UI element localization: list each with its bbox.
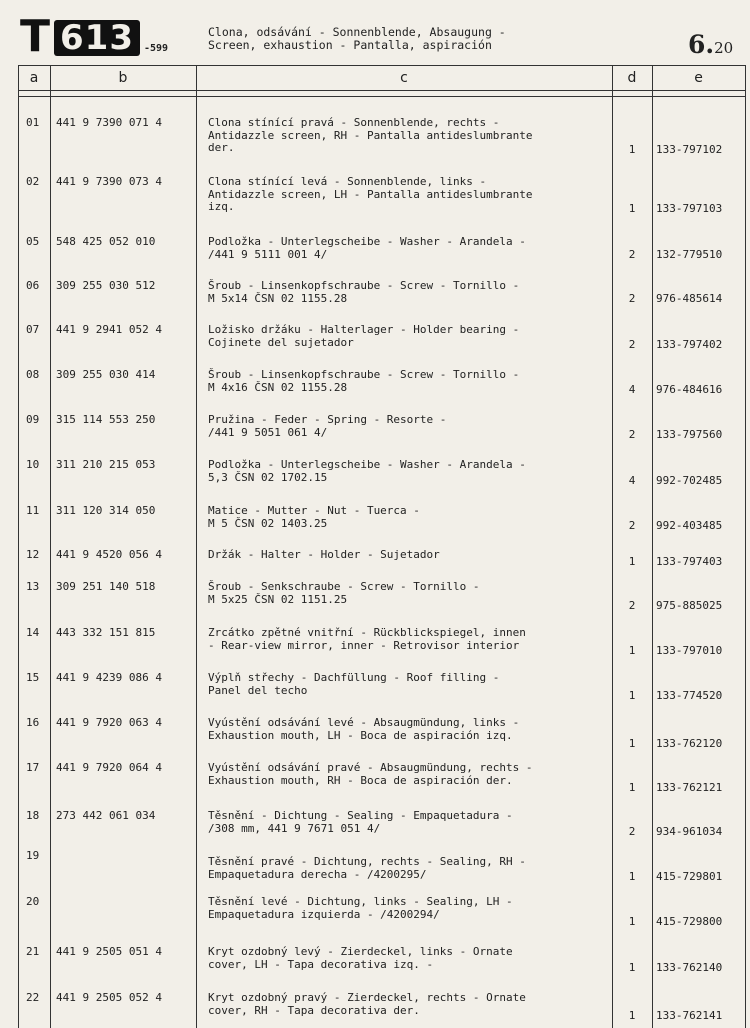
part-number: 548 425 052 010 — [56, 235, 156, 248]
part-number: 441 9 4520 056 4 — [56, 548, 162, 561]
table-top-border — [18, 65, 746, 66]
order-code: 132-779510 — [656, 248, 723, 261]
quantity: 1 — [628, 689, 636, 702]
column-header-e: e — [694, 70, 703, 86]
position-number: 12 — [26, 548, 40, 561]
position-number: 07 — [26, 323, 40, 336]
position-number: 18 — [26, 809, 40, 822]
position-number: 08 — [26, 368, 40, 381]
quantity: 1 — [628, 202, 636, 215]
quantity: 1 — [628, 870, 636, 883]
order-code: 975-885025 — [656, 599, 723, 612]
part-description: Clona stínící pravá - Sonnenblende, rechts - Antidazzle screen, RH - Pantalla antideslumbrante der. — [208, 116, 533, 154]
position-number: 17 — [26, 761, 40, 774]
part-number: 311 120 314 050 — [56, 504, 156, 517]
quantity: 2 — [628, 519, 636, 532]
logo-suffix: -599 — [144, 43, 169, 54]
position-number: 21 — [26, 945, 40, 958]
page-number-sub: 20 — [714, 39, 734, 57]
part-number: 273 442 061 034 — [56, 809, 156, 822]
part-description: Šroub - Linsenkopfschraube - Screw - Tornillo - M 5x14 ČSN 02 1155.28 — [208, 279, 520, 305]
part-number: 315 114 553 250 — [56, 413, 156, 426]
column-header-c: c — [400, 70, 408, 86]
order-code: 133-762140 — [656, 961, 723, 974]
order-code: 133-797560 — [656, 428, 723, 441]
quantity: 4 — [628, 383, 636, 396]
part-number: 309 255 030 414 — [56, 368, 156, 381]
column-divider — [652, 65, 653, 1028]
position-number: 01 — [26, 116, 40, 129]
order-code: 133-797010 — [656, 644, 723, 657]
part-description: Zrcátko zpětné vnitřní - Rückblickspiegel, innen - Rear-view mirror, inner - Retrovisor interior — [208, 626, 526, 652]
position-number: 06 — [26, 279, 40, 292]
quantity: 2 — [628, 825, 636, 838]
order-code: 133-762121 — [656, 781, 723, 794]
order-code: 133-797402 — [656, 338, 723, 351]
position-number: 20 — [26, 895, 40, 908]
part-number: 441 9 7390 071 4 — [56, 116, 162, 129]
order-code: 133-762120 — [656, 737, 723, 750]
part-description: Těsnění levé - Dichtung, links - Sealing, LH - Empaquetadura izquierda - /4200294/ — [208, 895, 513, 921]
quantity: 1 — [628, 781, 636, 794]
page-number — [688, 30, 733, 59]
quantity: 1 — [628, 961, 636, 974]
position-number: 10 — [26, 458, 40, 471]
part-description: Podložka - Unterlegscheibe - Washer - Arandela - /441 9 5111 001 4/ — [208, 235, 526, 261]
column-divider — [196, 65, 197, 1028]
position-number: 13 — [26, 580, 40, 593]
position-number: 11 — [26, 504, 40, 517]
part-description: Kryt ozdobný pravý - Zierdeckel, rechts - Ornate cover, RH - Tapa decorativa der. — [208, 991, 526, 1017]
column-divider — [18, 65, 19, 1028]
order-code: 133-797103 — [656, 202, 723, 215]
order-code: 992-702485 — [656, 474, 723, 487]
order-code: 133-774520 — [656, 689, 723, 702]
order-code: 976-484616 — [656, 383, 723, 396]
part-description: Ložisko držáku - Halterlager - Holder bearing - Cojinete del sujetador — [208, 323, 520, 349]
part-description: Vyústění odsávání pravé - Absaugmündung, rechts - Exhaustion mouth, RH - Boca de aspiración der. — [208, 761, 533, 787]
part-number: 441 9 2505 051 4 — [56, 945, 162, 958]
column-header-a: a — [29, 70, 39, 86]
part-number: 441 9 2941 052 4 — [56, 323, 162, 336]
part-number: 309 255 030 512 — [56, 279, 156, 292]
part-description: Těsnění pravé - Dichtung, rechts - Sealing, RH - Empaquetadura derecha - /4200295/ — [208, 855, 526, 881]
column-divider — [612, 65, 613, 1028]
position-number: 15 — [26, 671, 40, 684]
quantity: 2 — [628, 338, 636, 351]
position-number: 19 — [26, 849, 40, 862]
part-description: Těsnění - Dichtung - Sealing - Empaquetadura - /308 mm, 441 9 7671 051 4/ — [208, 809, 513, 835]
logo-letter: T — [20, 11, 49, 62]
part-description: Kryt ozdobný levý - Zierdeckel, links - Ornate cover, LH - Tapa decorativa izq. - — [208, 945, 513, 971]
part-description: Držák - Halter - Holder - Sujetador — [208, 548, 440, 561]
order-code: 133-762141 — [656, 1009, 723, 1022]
header-double-border — [18, 96, 746, 97]
quantity: 4 — [628, 474, 636, 487]
quantity: 2 — [628, 248, 636, 261]
quantity: 2 — [628, 428, 636, 441]
position-number: 22 — [26, 991, 40, 1004]
part-description: Clona stínící levá - Sonnenblende, links - Antidazzle screen, LH - Pantalla antideslumbrante izq. — [208, 175, 533, 213]
position-number: 02 — [26, 175, 40, 188]
part-number: 441 9 2505 052 4 — [56, 991, 162, 1004]
part-number: 309 251 140 518 — [56, 580, 156, 593]
part-number: 441 9 7390 073 4 — [56, 175, 162, 188]
quantity: 2 — [628, 292, 636, 305]
part-number: 443 332 151 815 — [56, 626, 156, 639]
quantity: 1 — [628, 644, 636, 657]
quantity: 1 — [628, 915, 636, 928]
part-description: Šroub - Senkschraube - Screw - Tornillo - M 5x25 ČSN 02 1151.25 — [208, 580, 480, 606]
position-number: 16 — [26, 716, 40, 729]
part-number: 311 210 215 053 — [56, 458, 156, 471]
quantity: 1 — [628, 143, 636, 156]
part-description: Šroub - Linsenkopfschraube - Screw - Tornillo - M 4x16 ČSN 02 1155.28 — [208, 368, 520, 394]
column-divider — [50, 65, 51, 1028]
order-code: 992-403485 — [656, 519, 723, 532]
tatra-logo — [20, 11, 169, 62]
column-header-d: d — [627, 70, 637, 86]
order-code: 415-729801 — [656, 870, 723, 883]
quantity: 1 — [628, 737, 636, 750]
part-number: 441 9 7920 064 4 — [56, 761, 162, 774]
part-number: 441 9 4239 086 4 — [56, 671, 162, 684]
part-number: 441 9 7920 063 4 — [56, 716, 162, 729]
page-number-main: 6. — [688, 30, 715, 59]
order-code: 934-961034 — [656, 825, 723, 838]
quantity: 1 — [628, 555, 636, 568]
part-description: Podložka - Unterlegscheibe - Washer - Arandela - 5,3 ČSN 02 1702.15 — [208, 458, 526, 484]
logo-model-number: 613 — [54, 20, 140, 56]
position-number: 05 — [26, 235, 40, 248]
order-code: 976-485614 — [656, 292, 723, 305]
order-code: 133-797403 — [656, 555, 723, 568]
part-description: Pružina - Feder - Spring - Resorte - /441 9 5051 061 4/ — [208, 413, 447, 439]
order-code: 133-797102 — [656, 143, 723, 156]
part-description: Matice - Mutter - Nut - Tuerca - M 5 ČSN 02 1403.25 — [208, 504, 420, 530]
part-description: Výplň střechy - Dachfüllung - Roof filling - Panel del techo — [208, 671, 500, 697]
order-code: 415-729800 — [656, 915, 723, 928]
column-header-b: b — [118, 70, 128, 86]
header-bottom-border — [18, 90, 746, 91]
page-title: Clona, odsávání - Sonnenblende, Absaugung - Screen, exhaustion - Pantalla, aspiración — [208, 25, 506, 52]
quantity: 1 — [628, 1009, 636, 1022]
quantity: 2 — [628, 599, 636, 612]
position-number: 14 — [26, 626, 40, 639]
part-description: Vyústění odsávání levé - Absaugmündung, links - Exhaustion mouth, LH - Boca de aspiración izq. — [208, 716, 520, 742]
position-number: 09 — [26, 413, 40, 426]
